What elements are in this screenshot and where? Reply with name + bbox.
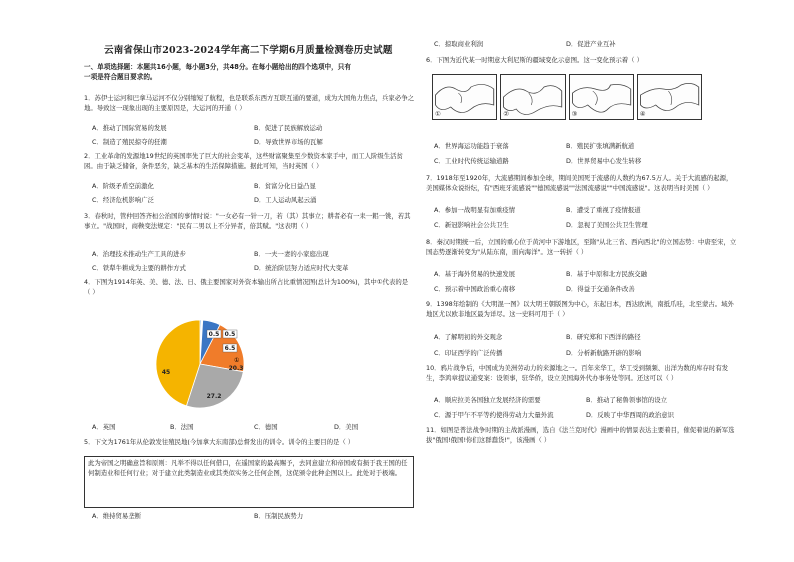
pie-label-45: 45 xyxy=(161,369,171,376)
q5-option-c[interactable]: C．掠取商业利润 xyxy=(434,40,484,48)
q9-option-a[interactable]: A．了解明初的外交观念 xyxy=(434,333,503,341)
q9-option-b[interactable]: B．研究郑和下西洋的路径 xyxy=(566,333,641,341)
q10-stem: 10．鸦片战争后，中国成为美洲劳动力的来源地之一。百年来华工，华工受到频频、出洋为数的库存时有发生，李鸿章提议通变案：设领事，驻华侨，设立美国海外代办事务处等同。还这可以（ ） xyxy=(426,364,729,382)
q8-option-b[interactable]: B．基于中原和北方民族交融 xyxy=(566,270,648,278)
q6-option-b[interactable]: B．殖民扩张填满新航道 xyxy=(566,142,635,150)
pie-label-0_5: 0.5 xyxy=(224,331,236,338)
map-1 xyxy=(432,74,497,120)
q3-option-b[interactable]: B．一夫一妻的小家庭出现 xyxy=(254,250,329,258)
q11-stem: 11．如图是普法战争时期的主战派漫画，选自《法兰克时代》漫画中的情景表达主要着目，催促着说的新军选拔"俄国!俄国!你们这群蠢货!"，该漫画（ ） xyxy=(426,426,735,444)
q1-option-b[interactable]: B．促进了民族解放运动 xyxy=(254,124,323,132)
pie-label-0_5: 0.5 xyxy=(208,331,220,338)
q7-stem: 7．1918年至1920年，大流感期间参加全球，期间美国死于流感的人数约为67.5万人。关于大流感的起源，美国媒体众说纷纭，有"西班牙流感说""德国流感说""法国流感说""中国流感说"。这表明当时美国（ ） xyxy=(426,174,733,192)
q2-stem: 2．工业革命的发源地19世纪的英国率先了巨大的社会变革，这些财富聚集至少数资本家手中，而工人阶级生活贫困。由于缺乏储备，条件恶劣，缺乏基本的生活保障措施。据此可知，当时英国（ ） xyxy=(84,152,403,170)
q4-option-a[interactable]: A．英国 xyxy=(92,423,116,431)
q7-option-b[interactable]: B．遭受了重视了疫情报道 xyxy=(566,206,641,214)
pie-marker-label: ① xyxy=(234,357,240,364)
q10-option-d[interactable]: D．反映了中华西周的政治意识 xyxy=(586,411,674,419)
q1-option-d[interactable]: D．导致世界市场的瓦解 xyxy=(254,138,323,146)
map-1-label: ① xyxy=(435,110,441,118)
pie-label-27_2: 27.2 xyxy=(206,393,222,400)
q7-option-c[interactable]: C．新冠影响社会公共卫生 xyxy=(434,221,509,229)
q5-quote-box xyxy=(84,456,414,508)
q8-stem: 8．秦汉时期统一后，立国的重心位于黄河中下游地区，至隋"从北三省、西向西北"的立国态势：中唐至宋，立国态势逐渐转变为"从陆东南，面向海洋"。这一转折（ ） xyxy=(426,238,737,256)
q1-option-a[interactable]: A．推动了国际贸易的发展 xyxy=(92,124,167,132)
q4-option-b[interactable]: B．法国 xyxy=(170,423,194,431)
q3-option-d[interactable]: D．统治阶层努力适应时代大变革 xyxy=(254,264,349,272)
map-3-label: ③ xyxy=(571,110,578,118)
q6-map-row xyxy=(432,74,702,120)
map-2-label: ② xyxy=(503,110,510,118)
q8-option-c[interactable]: C．预示着中国政治重心南移 xyxy=(434,285,516,293)
section-heading: 一、单项选择题：本题共16小题，每小题3分，共48分。在每小题给出的四个选项中，只有 一项是符合题目要求的。 xyxy=(84,63,351,82)
q9-option-d[interactable]: D．分析新航路开辟的影响 xyxy=(566,349,642,357)
q4-stem: 4．下图为1914年英、美、德、法、日、俄主要国家对外资本输出所占比重情况图(总计为100%)，其中①代表的是（ ） xyxy=(84,278,409,296)
q4-option-c[interactable]: C．德国 xyxy=(254,423,278,431)
q7-option-a[interactable]: A．参加一战明显有加重疫情 xyxy=(434,206,516,214)
q9-stem: 9．1398年绘制的《大明混一图》以大明王朝版图为中心，东起日本，西达欧洲，南抵爪哇，北至蒙古。域外地区尤以欧非地区最为详尽。这一史料可用于（ ） xyxy=(426,300,734,318)
map-3 xyxy=(569,74,634,120)
q6-option-c[interactable]: C．工业时代传统运输道路 xyxy=(434,157,509,165)
page-title: 云南省保山市2023-2024学年高二下学期6月质量检测卷历史试题 xyxy=(104,45,393,56)
q1-option-c[interactable]: C．制造了殖民掠夺的狂潮 xyxy=(92,138,167,146)
pie-label-6_5: 6.5 xyxy=(224,345,236,352)
q8-option-a[interactable]: A．基于海外贸易的快速发展 xyxy=(434,270,516,278)
q10-option-b[interactable]: B．推动了秘鲁领事馆的设立 xyxy=(586,396,668,404)
q6-stem: 6．下图为近代某一时期意大利尼斯的疆域变化示意图。这一变化预示着（ ） xyxy=(426,56,643,64)
q5-stem: 5．下文为1761年从伦敦发往殖民地(今加拿大东南部)总督发出的训令。训令的主要目的是（ ） xyxy=(84,438,355,446)
q2-option-a[interactable]: A．阶级矛盾空前激化 xyxy=(92,182,154,190)
q5-quote: 此为帝国之明确意旨和原则：凡举不得以任何借口，在遥国家的最高赐予，去同意建立和帝国或有损于我王国的任何制造业和任何行业；对于建立此类制造业或其类似实务之任何企图，这促颁令此种企图以上。此处对于极端。 xyxy=(88,459,408,477)
q4-option-d[interactable]: D．美国 xyxy=(334,423,359,431)
pie-label-20_3: 20.3 xyxy=(228,365,244,372)
q5-option-b[interactable]: B．压制民族势力 xyxy=(254,512,304,520)
q3-option-a[interactable]: A．治理技术推动生产工具的进步 xyxy=(92,250,186,258)
q2-option-c[interactable]: C．经济危机影响广泛 xyxy=(92,196,154,204)
q2-option-d[interactable]: D．工人运动风起云涌 xyxy=(254,196,317,204)
q5-option-a[interactable]: A．维持贸易垄断 xyxy=(92,512,142,520)
q10-option-a[interactable]: A．顺应拉美各国独立发展经济的需要 xyxy=(434,396,541,404)
pie-chart xyxy=(120,312,300,412)
q1-stem: 1．苏伊士运河和巴拿马运河不仅分别缩短了航程，也是联系东西方互联互通的要道，成为大国角力焦点，兵家必争之地。导致这一现象出现的主要原因是，大运河的开通（ ） xyxy=(84,94,414,112)
q5-option-d[interactable]: D．促进产业互补 xyxy=(566,40,616,48)
q6-option-a[interactable]: A．世界海运功能趋于衰落 xyxy=(434,142,509,150)
q3-option-c[interactable]: C．铁犁牛耕成为主要的耕作方式 xyxy=(92,264,186,272)
q3-stem: 3．春秋时，管仲回答齐桓公治国的事情时说："一女必有一针一刀，若（其）其事立；耕者必有一耒一耜一铫，若其事立。"战国时，商鞅变法规定："民有二男以上不分异者，倍其赋。"这表明（ ） xyxy=(84,212,411,230)
map-2 xyxy=(500,74,565,120)
map-4-label: ④ xyxy=(639,110,646,118)
q8-option-d[interactable]: D．得益于交通条件改善 xyxy=(566,285,635,293)
q2-option-b[interactable]: B．贫富分化日益凸显 xyxy=(254,182,316,190)
q7-option-d[interactable]: D．忽视了美国公共卫生管理 xyxy=(566,221,648,229)
q6-option-d[interactable]: D．世界贸易中心发生转移 xyxy=(566,157,642,165)
q9-option-c[interactable]: C．印证西学的广泛传播 xyxy=(434,349,503,357)
q10-option-c[interactable]: C．源于甲午不平等约使得劳动力大量外流 xyxy=(434,411,554,419)
map-4 xyxy=(637,74,702,120)
